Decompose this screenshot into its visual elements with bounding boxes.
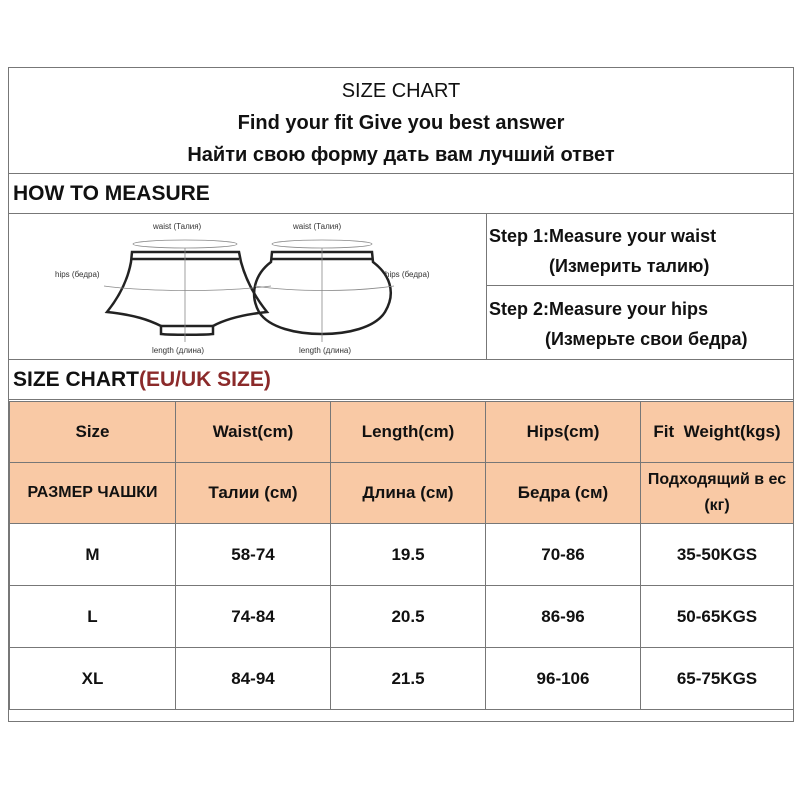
length-label-right: length (длина) [299,346,352,355]
header-fit-weight-ru: Подходящий в ес (кг) [641,463,794,524]
waist-measure-line-left [133,240,237,248]
table-header-row-russian [10,463,794,524]
header-hips: Hips(cm) [486,402,641,463]
how-to-measure-section [9,214,793,360]
size-table [9,401,794,710]
step-2-label: Step 2:Measure your hips [489,299,709,319]
header-length-ru: Длина (см) [331,463,486,524]
briefs-front-outline [107,252,267,335]
cell-size: L [10,586,176,648]
briefs-diagram-icon [9,214,487,359]
table-row [10,524,794,586]
table-header-row-english [10,402,794,463]
cell-waist: 74-84 [176,586,331,648]
table-row [10,586,794,648]
briefs-back-outline [254,252,391,334]
step-2-hips [487,287,793,359]
cell-waist: 84-94 [176,648,331,710]
cell-length: 20.5 [331,586,486,648]
chart-header [9,68,793,174]
waist-measure-line-right [272,240,372,248]
header-fit-weight: Fit Weight(kgs) [641,402,794,463]
size-chart-title-accent: (EU/UK SIZE) [139,368,271,391]
cell-size: M [10,524,176,586]
waist-label-right: waist (Талия) [293,222,342,231]
measure-steps [487,214,793,359]
cell-weight: 65-75KGS [641,648,794,710]
cell-size: XL [10,648,176,710]
table-row [10,648,794,710]
cell-waist: 58-74 [176,524,331,586]
waist-label-left: waist (Талия) [153,222,202,231]
header-length: Length(cm) [331,402,486,463]
cell-hips: 96-106 [486,648,641,710]
cell-hips: 70-86 [486,524,641,586]
step-1-label: Step 1:Measure your waist [489,226,717,246]
cell-weight: 35-50KGS [641,524,794,586]
length-label-left: length (длина) [152,346,205,355]
header-hips-ru: Бедра (см) [486,463,641,524]
cell-length: 21.5 [331,648,486,710]
hips-measure-line-right [255,286,394,291]
hips-label-left: hips (бедра) [55,270,100,279]
header-size-ru: РАЗМЕР ЧАШКИ [10,463,176,524]
step-2-translation: (Измерьте свои бедра) [545,329,748,349]
step-1-waist [487,214,793,286]
cell-length: 19.5 [331,524,486,586]
hips-label-right: hips (бедра) [385,270,430,279]
measurement-diagram [9,214,487,359]
header-size: Size [10,402,176,463]
header-waist: Waist(cm) [176,402,331,463]
subtitle-russian: Найти свою форму дать вам лучший ответ [187,144,615,166]
page-title: SIZE CHART [341,80,461,102]
header-waist-ru: Талии (см) [176,463,331,524]
how-to-measure-title: HOW TO MEASURE [9,174,793,214]
hips-measure-line-left [104,286,271,291]
cell-weight: 50-65KGS [641,586,794,648]
size-chart-title: SIZE CHART(EU/UK SIZE) [9,360,793,400]
subtitle-english: Find your fit Give you best answer [237,112,565,134]
size-chart-frame [8,67,794,722]
step-1-translation: (Измерить талию) [549,256,710,276]
cell-hips: 86-96 [486,586,641,648]
